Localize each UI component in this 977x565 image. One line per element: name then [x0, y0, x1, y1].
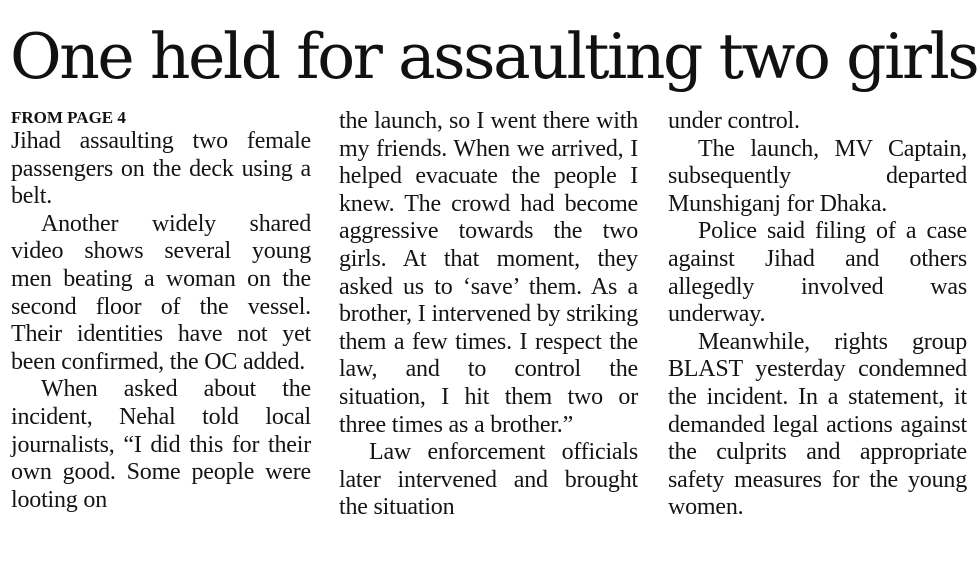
paragraph: Law enforcement officials later intervened and brought the situation: [339, 439, 638, 521]
headline: One held for assaulting two girls: [10, 20, 977, 93]
paragraph: Another widely shared video shows several young men beating a woman on the second floor of the vessel. Their identities have not yet been confirmed, the OC added.: [11, 210, 311, 375]
paragraph: Meanwhile, rights group BLAST yesterday condemned the incident. In a statement, it demanded legal actions against the culprits and appropriate safety measures for the young women.: [668, 328, 967, 521]
article-column-3: [668, 108, 967, 522]
paragraph: When asked about the incident, Nehal told local journalists, “I did this for their own good. Some people were looting on: [11, 376, 311, 513]
paragraph: the launch, so I went there with my friends. When we arrived, I helped evacuate the people I knew. The crowd had become aggressive towards the two girls. At that moment, they asked us to ‘save’ them. As a brother, I intervened by striking them a few times. I respect the law, and to control the situation, I hit them two or three times as a brother.”: [339, 108, 638, 438]
paragraph: The launch, MV Captain, subsequently departed Munshiganj for Dhaka.: [668, 135, 967, 217]
paragraph: Police said filing of a case against Jihad and others allegedly involved was underway.: [668, 218, 967, 328]
paragraph: Jihad assaulting two female passengers on the deck using a belt.: [11, 128, 311, 210]
article-column-1: [11, 108, 311, 514]
continued-from-label: FROM PAGE 4: [11, 108, 126, 127]
paragraph: under control.: [668, 108, 800, 134]
article-column-2: [339, 108, 638, 522]
